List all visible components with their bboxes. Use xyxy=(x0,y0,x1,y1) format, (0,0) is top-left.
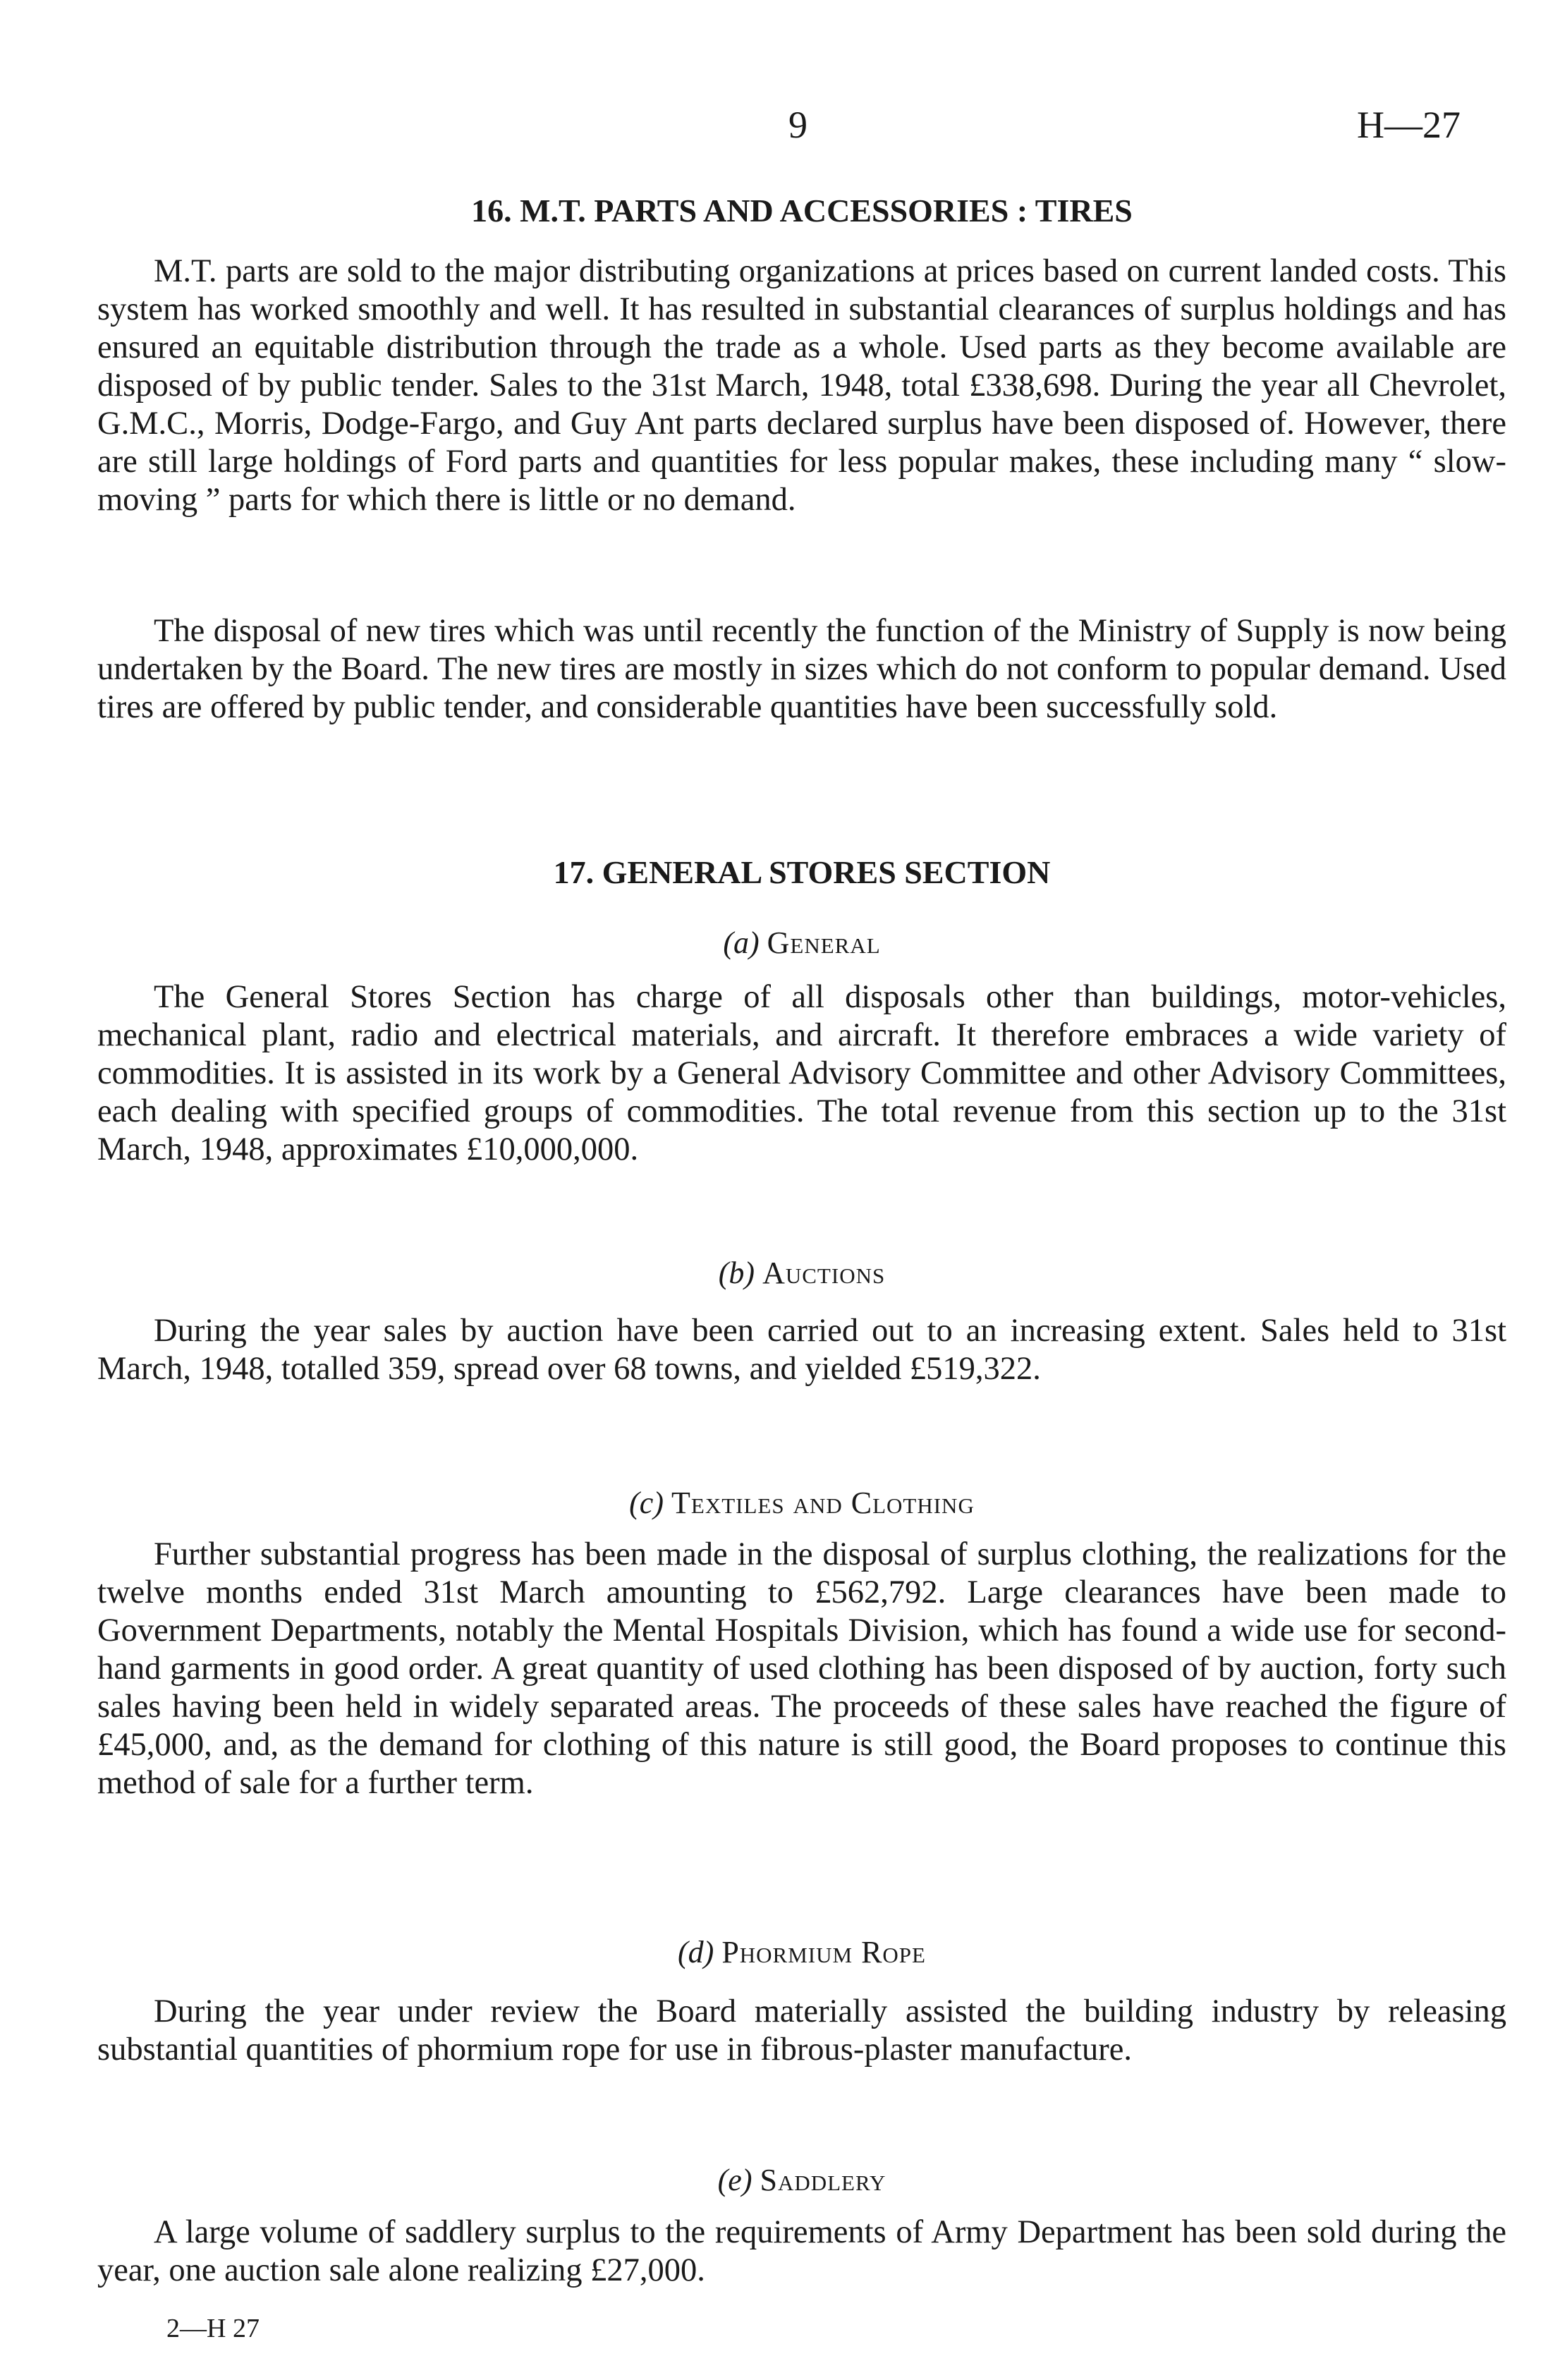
signature-mark: 2—H 27 xyxy=(166,2314,260,2343)
section-16-heading: 16. M.T. PARTS AND ACCESSORIES : TIRES xyxy=(471,193,1133,229)
subsection-textiles-heading xyxy=(97,1484,1506,1522)
subsection-saddlery-heading xyxy=(97,2161,1506,2199)
subsection-general-text: The General Stores Section has charge of all disposals other than buildings, motor-vehicles, mechanical plant, radio and electrical materials, and aircraft. It therefore embraces a wide variety of commodities. It is assisted in its work by a General Advisory Committee and other Advisory Committees, each dealing with specified groups of commodities. The total revenue from this section up to the 31st March, 1948, approximates £10,000,000. xyxy=(97,979,1506,1167)
document-code: H—27 xyxy=(1357,104,1461,146)
page-number: 9 xyxy=(788,104,807,146)
subsection-saddlery-text: A large volume of saddlery surplus to the requirements of Army Department has been sold during the year, one auction sale alone realizing £27,000. xyxy=(97,2214,1506,2288)
subsection-title: Saddlery xyxy=(760,2163,886,2197)
subsection-label: (c) xyxy=(629,1486,664,1520)
subsection-general-heading xyxy=(97,924,1506,962)
subsection-auctions-heading xyxy=(97,1254,1506,1292)
subsection-title: Textiles and Clothing xyxy=(671,1486,975,1520)
subsection-label: (a) xyxy=(723,925,760,960)
subsection-title: Auctions xyxy=(762,1256,886,1290)
section-17-heading: 17. GENERAL STORES SECTION xyxy=(553,854,1051,890)
subsection-label: (e) xyxy=(717,2163,752,2197)
subsection-title: Phormium Rope xyxy=(721,1935,926,1969)
section-16-paragraph-2: The disposal of new tires which was until recently the function of the Ministry of Supply is now being undertaken by the Board. The new tires are mostly in sizes which do not conform to popular demand. Used tires are offered by public tender, and considerable quantities have been successfully sold. xyxy=(97,613,1506,725)
subsection-phormium-text: During the year under review the Board materially assisted the building industry by releasing substantial quantities of phormium rope for use in fibrous-plaster manufacture. xyxy=(97,1993,1506,2068)
section-16-paragraph-1: M.T. parts are sold to the major distributing organizations at prices based on current landed costs. This system has worked smoothly and well. It has resulted in substantial clearances of surplus holdings and has ensured an equitable distribution through the trade as a whole. Used parts as they become available are disposed of by public tender. Sales to the 31st March, 1948, total £338,698. During the year all Chevrolet, G.M.C., Morris, Dodge-Fargo, and Guy Ant parts declared surplus have been disposed of. However, there are still large holdings of Ford parts and quantities for less popular makes, these including many “ slow-moving ” parts for which there is little or no demand. xyxy=(97,253,1506,518)
subsection-title: General xyxy=(767,925,881,960)
subsection-phormium-heading xyxy=(97,1933,1506,1972)
subsection-label: (b) xyxy=(718,1256,755,1290)
subsection-label: (d) xyxy=(678,1935,714,1969)
subsection-auctions-text: During the year sales by auction have been carried out to an increasing extent. Sales held to 31st March, 1948, totalled 359, spread over 68 towns, and yielded £519,322. xyxy=(97,1313,1506,1387)
subsection-textiles-text: Further substantial progress has been made in the disposal of surplus clothing, the realizations for the twelve months ended 31st March amounting to £562,792. Large clearances have been made to Government Departments, notably the Mental Hospitals Division, which has found a wide use for second-hand garments in good order. A great quantity of used clothing has been disposed of by auction, forty such sales having been held in widely separated areas. The proceeds of these sales have reached the figure of £45,000, and, as the demand for clothing of this nature is still good, the Board proposes to continue this method of sale for a further term. xyxy=(97,1536,1506,1801)
